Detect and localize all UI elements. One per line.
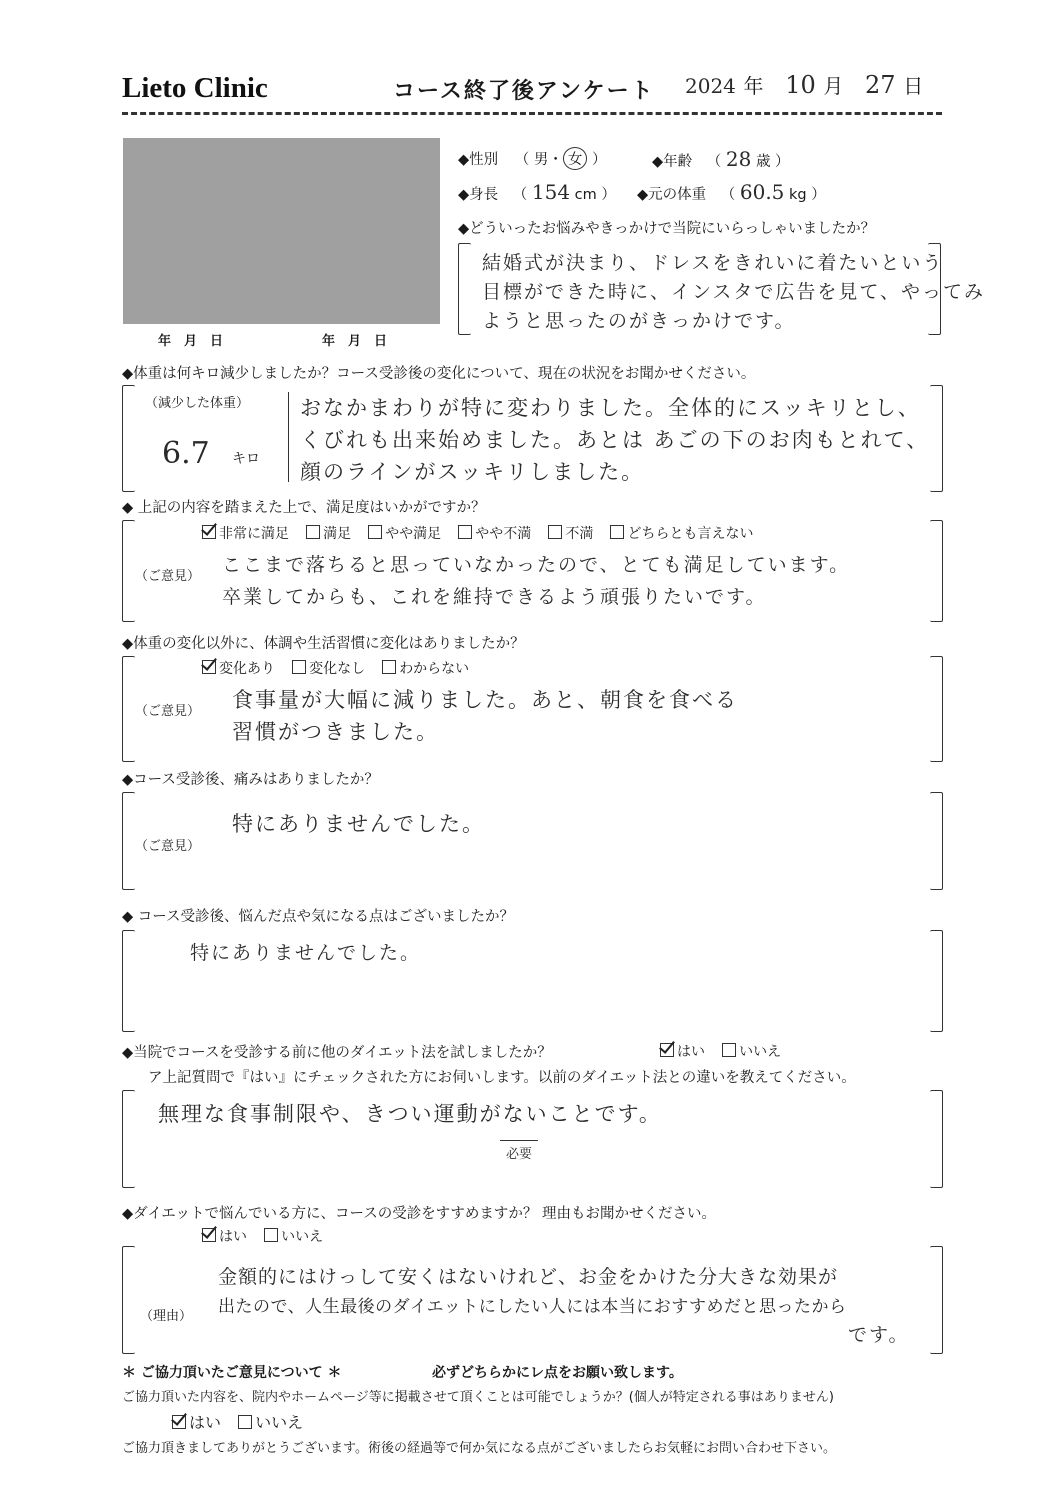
month-unit: 月 (823, 74, 844, 98)
other-diet-followup: ア上記質問で『はい』にチェックされた方にお伺いします。以前のダイエット法との違いを教えてください。 (148, 1070, 856, 1086)
checkbox-icon (306, 525, 320, 539)
option-label: はい (677, 1044, 705, 1060)
date-month: 10 (785, 71, 816, 99)
original-weight-row (637, 180, 826, 204)
checkbox-icon (292, 660, 306, 674)
option-label: はい (189, 1413, 222, 1432)
recommend-option-yes[interactable] (202, 1229, 247, 1245)
checkbox-icon (610, 525, 624, 539)
option-label: 不満 (565, 526, 594, 542)
satisfaction-bracket-left (122, 520, 135, 622)
consent-instruction: 必ずどちらかにレ点をお願い致します。 (432, 1365, 683, 1381)
option-label: はい (219, 1229, 247, 1245)
lifestyle-opinion-label: （ご意見） (135, 704, 201, 719)
satisfaction-answer-line-2: 卒業してからも、これを維持できるよう頑張りたいです。 (222, 586, 767, 608)
age-value: 28 (725, 147, 752, 171)
recommend-question: ◆ダイエットで悩んでいる方に、コースの受診をすすめますか？ 理由もお聞かせください。 (122, 1206, 717, 1222)
option-label: やや不満 (475, 526, 532, 542)
satisfaction-question: ◆ 上記の内容を踏まえた上で、満足度はいかがですか？ (122, 500, 486, 516)
height-open: （ (512, 187, 528, 203)
checkbox-checked-icon (202, 660, 216, 674)
consent-options (172, 1410, 315, 1433)
recommend-bracket-right (930, 1246, 943, 1354)
option-label: 変化あり (219, 661, 275, 677)
other-diet-options (660, 1041, 793, 1061)
gender-separator: ・ (548, 152, 563, 168)
original-weight-unit: kg ） (789, 187, 826, 203)
checkbox-icon (238, 1415, 252, 1429)
reason-question: ◆どういったお悩みやきっかけで当院にいらっしゃいましたか？ (458, 221, 876, 237)
age-row (652, 147, 790, 171)
weight-answer-line-2: くびれも出来始めました。あとは あごの下のお肉もとれて、 (300, 428, 930, 452)
reason-answer-line-3: ようと思ったのがきっかけです。 (482, 310, 796, 332)
option-label: いいえ (739, 1044, 782, 1060)
concern-question: ◆ コース受診後、悩んだ点や気になる点はございましたか？ (122, 909, 515, 925)
checkbox-icon (264, 1228, 278, 1242)
satisfaction-opinion-label: （ご意見） (135, 569, 201, 584)
concern-bracket-right (930, 930, 943, 1032)
checkbox-icon (722, 1043, 736, 1057)
satisfaction-option-somewhat-dissatisfied[interactable] (458, 526, 531, 542)
weight-question: ◆体重は何キロ減少しましたか？コース受診後の変化について、現在の状況をお聞かせください。 (122, 366, 756, 382)
checkbox-icon (382, 660, 396, 674)
recommend-answer-line-1: 金額的にはけっして安くはないけれど、お金をかけた分大きな効果が (218, 1266, 839, 1288)
weight-bracket-right (930, 385, 943, 492)
lifestyle-options (202, 658, 481, 678)
gender-label: ◆性別 (458, 152, 499, 168)
original-weight-label: ◆元の体重 (637, 187, 707, 203)
consent-option-no[interactable] (238, 1413, 303, 1432)
checkbox-checked-icon (172, 1415, 186, 1429)
option-label: わからない (399, 661, 470, 677)
age-label: ◆年齢 (652, 154, 693, 170)
lifestyle-answer-line-2: 習慣がつきました。 (232, 720, 439, 744)
weight-bracket-left (122, 385, 135, 492)
lifestyle-bracket-right (930, 656, 943, 762)
other-diet-bracket-left (122, 1090, 135, 1188)
recommend-option-no[interactable] (264, 1229, 323, 1245)
height-label: ◆身長 (458, 187, 499, 203)
gender-row (458, 147, 606, 170)
lifestyle-option-changed[interactable] (202, 661, 275, 677)
option-label: どちらとも言えない (627, 526, 754, 542)
other-diet-annotation: 必要 (500, 1140, 538, 1164)
checkbox-checked-icon (202, 1228, 216, 1242)
consent-option-yes[interactable] (172, 1413, 221, 1432)
other-diet-answer-line-1: 無理な食事制限や、きつい運動がないことです。 (158, 1102, 662, 1126)
age-unit: 歳 ） (755, 154, 790, 170)
header-divider (122, 112, 942, 115)
weight-loss-label: （減少した体重） (145, 396, 250, 411)
height-row (458, 180, 616, 204)
consent-question: ご協力頂いた内容を、院内やホームページ等に掲載させて頂くことは可能でしょうか？(個人が特定される事はありません) (122, 1390, 834, 1405)
photo-date-before: 年 月 日 (158, 334, 224, 349)
pain-question: ◆コース受診後、痛みはありましたか？ (122, 772, 379, 788)
reason-answer-line-1: 結婚式が決まり、ドレスをきれいに着たいという (482, 252, 944, 274)
lifestyle-option-unknown[interactable] (382, 661, 469, 677)
lifestyle-answer-line-1: 食事量が大幅に減りました。あと、朝食を食べる (232, 688, 738, 712)
option-label: 満足 (323, 526, 352, 542)
satisfaction-option-somewhat-satisfied[interactable] (368, 526, 441, 542)
pain-answer-line-1: 特にありませんでした。 (232, 812, 485, 836)
survey-date (685, 70, 923, 99)
gender-female-selected: 女 (563, 147, 588, 170)
checkbox-icon (368, 525, 382, 539)
original-weight-value: 60.5 (739, 180, 785, 204)
clinic-logo: Lieto Clinic (122, 72, 268, 104)
concern-bracket-left (122, 930, 135, 1032)
other-diet-option-yes[interactable] (660, 1044, 705, 1060)
concern-answer-line-1: 特にありませんでした。 (190, 942, 422, 964)
thanks-message: ご協力頂きましてありがとうございます。術後の経過等で何か気になる点がございましたらお気軽にお問い合わせ下さい。 (122, 1441, 836, 1456)
date-year: 2024 (685, 74, 736, 98)
gender-open: （ (514, 152, 530, 168)
other-diet-option-no[interactable] (722, 1044, 781, 1060)
consent-heading: ＊ ご協力頂いたご意見について ＊ (122, 1365, 342, 1381)
lifestyle-question: ◆体重の変化以外に、体調や生活習慣に変化はありましたか？ (122, 636, 525, 652)
weight-answer-line-1: おなかまわりが特に変わりました。全体的にスッキリとし、 (300, 396, 921, 420)
satisfaction-answer-line-1: ここまで落ちると思っていなかったので、とても満足しています。 (222, 554, 851, 576)
original-weight-open: （ (720, 187, 736, 203)
age-open: （ (706, 154, 722, 170)
checkbox-icon (458, 525, 472, 539)
weight-loss-unit: キロ (232, 451, 260, 467)
checkbox-checked-icon (202, 525, 216, 539)
other-diet-question: ◆当院でコースを受診する前に他のダイエット法を試しましたか？ (122, 1045, 552, 1061)
reason-answer-line-2: 目標ができた時に、インスタで広告を見て、やってみ (482, 281, 986, 303)
other-diet-bracket-right (930, 1090, 943, 1188)
lifestyle-option-unchanged[interactable] (292, 661, 365, 677)
option-label: 変化なし (309, 661, 366, 677)
day-unit: 日 (903, 74, 924, 98)
weight-divider (288, 392, 289, 482)
satisfaction-option-dissatisfied[interactable] (548, 526, 593, 542)
reason-bracket-left (458, 243, 471, 335)
pain-bracket-right (930, 792, 943, 890)
form-title: コース終了後アンケート (393, 79, 655, 104)
satisfaction-option-neutral[interactable] (610, 526, 753, 542)
date-day: 27 (865, 71, 896, 99)
year-unit: 年 (743, 74, 764, 98)
option-label: いいえ (281, 1229, 324, 1245)
gender-close: ） (591, 152, 607, 168)
height-unit: cm ） (574, 187, 616, 203)
option-label: いいえ (255, 1413, 304, 1432)
recommend-bracket-left (122, 1246, 135, 1354)
satisfaction-options (202, 523, 765, 543)
option-label: 非常に満足 (219, 526, 289, 542)
gender-male: 男 (533, 152, 549, 168)
photo-placeholder (123, 138, 440, 324)
weight-loss-value: 6.7 (162, 436, 210, 471)
weight-answer-line-3: 顔のラインがスッキリしました。 (300, 460, 645, 484)
checkbox-icon (548, 525, 562, 539)
satisfaction-option-satisfied[interactable] (306, 526, 351, 542)
pain-opinion-label: （ご意見） (135, 839, 201, 854)
photo-date-after: 年 月 日 (322, 334, 388, 349)
recommend-reason-label: （理由） (140, 1309, 193, 1324)
satisfaction-option-very-satisfied[interactable] (202, 526, 289, 542)
option-label: やや満足 (385, 526, 442, 542)
satisfaction-bracket-right (930, 520, 943, 622)
pain-bracket-left (122, 792, 135, 890)
height-value: 154 (531, 180, 571, 204)
recommend-options (202, 1226, 335, 1246)
lifestyle-bracket-left (122, 656, 135, 762)
recommend-answer-line-3: です。 (848, 1324, 910, 1346)
checkbox-checked-icon (660, 1043, 674, 1057)
recommend-answer-line-2: 出たので、人生最後のダイエットにしたい人には本当におすすめだと思ったから (218, 1297, 847, 1317)
